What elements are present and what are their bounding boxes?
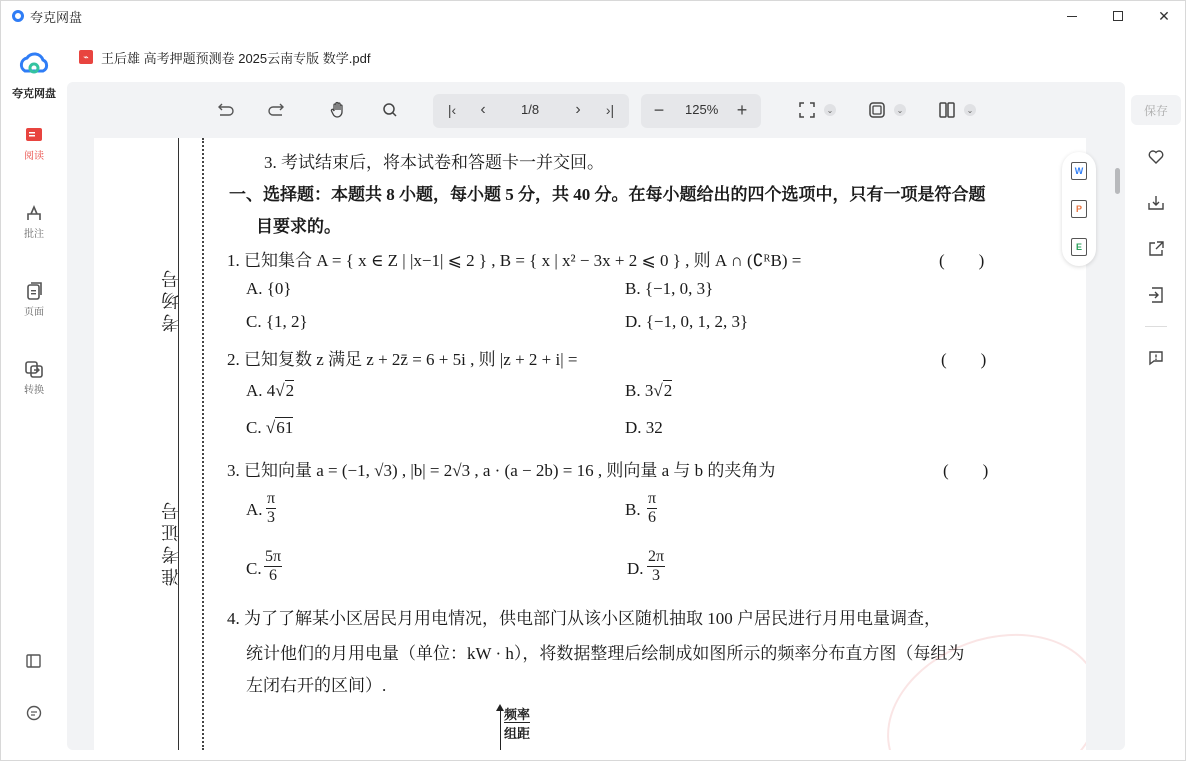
denominator: 3 [267,509,276,527]
book-icon [24,126,44,144]
undo-icon [216,103,234,117]
option-c-label: C. [246,559,262,578]
heart-icon[interactable] [1147,148,1165,166]
answer-bracket: ( ) [941,350,987,369]
chevron-down-icon[interactable]: ⌄ [964,104,976,116]
question-2-stem: 2. 已知复数 z 满足 z + 2z̄ = 6 + 5i , 则 |z + 2 + i| = [227,350,578,369]
option-b-fraction [647,490,657,528]
answer-bracket: ( ) [939,251,985,270]
zoom-out-button[interactable] [648,99,670,121]
option-a-fraction [266,490,276,528]
axis-label-top: 频率 [504,707,531,722]
sidebar-item-label: 批注 [24,229,44,240]
chevron-right-icon: › [575,101,581,118]
option-d: D. {−1, 0, 1, 2, 3} [625,312,749,331]
numerator: π [266,490,276,509]
option-a-radicand: 2 [285,381,295,400]
option-a: A. 4√2 [246,381,295,400]
section-title-line2: 目要求的。 [256,217,341,236]
file-name: 王后雄 高考押题预测卷 2025云南专版 数学.pdf [101,50,371,66]
redo-icon [268,103,286,117]
zoom-in-button[interactable] [731,99,753,121]
sidebar-toggle-icon[interactable] [25,652,43,670]
option-a: A. {0} [246,279,292,298]
option-c: C. {1, 2} [246,312,308,331]
option-c: C. √61 [246,418,294,437]
first-page-button[interactable] [441,99,463,121]
sidebar-item-read[interactable] [1,126,67,162]
option-c-prefix: C. [246,418,266,437]
brand-text: 夸克网盘 [12,88,56,100]
sidebar-item-label: 阅读 [24,151,44,162]
share-icon[interactable] [1147,240,1165,258]
option-b-radicand: 2 [663,381,673,400]
zoom-level[interactable]: 125% [685,102,719,117]
sidebar-item-convert[interactable] [1,360,67,396]
title-bar [1,1,1186,31]
question-4-line1: 4. 为了了解某小区居民月用电情况，供电部门从该小区随机抽取 100 户居民进行月用电量调查， [227,609,941,628]
option-d-label: D. [627,559,644,578]
pdf-file-icon: ⌁ [79,50,93,64]
option-a-label: A. [246,500,263,519]
search-icon [382,102,398,118]
file-tab[interactable] [79,45,370,69]
chart-y-axis [500,708,501,750]
question-1-stem: 1. 已知集合 A = { x ∈ Z | |x−1| ⩽ 2 } , B = { x | x² − 3x + 2 ⩽ 0 } , 则 A ∩ (∁ᴿB) = [227,251,802,270]
sidebar-item-label: 转换 [24,385,44,396]
option-b-prefix: B. 3 [625,381,654,400]
close-icon: ✕ [1158,7,1170,24]
app-logo-icon [12,10,24,22]
maximize-button[interactable] [1095,1,1141,31]
option-d-fraction [647,548,665,586]
pdf-viewer [67,82,1125,750]
denominator: 3 [652,567,661,585]
option-d: D. 32 [625,418,663,437]
question-4-line2: 统计他们的月用电量（单位：kW · h），将数据整理后绘制成如图所示的频率分布直方图（每组为 [246,644,965,663]
option-b: B. {−1, 0, 3} [625,279,714,298]
window-title: 夸克网盘 [30,9,83,25]
annotate-icon [24,204,44,222]
to-word-icon[interactable] [1071,162,1087,180]
last-page-icon: ›| [605,102,615,118]
pages-icon [24,282,44,300]
brand[interactable] [9,49,59,101]
page-indicator[interactable]: 1/8 [521,102,540,117]
option-b-label: B. [625,500,641,519]
download-icon[interactable] [1147,194,1165,212]
instruction-3: 3. 考试结束后，将本试卷和答题卡一并交回。 [264,153,604,172]
export-icon[interactable] [1147,286,1165,304]
axis-label-bottom: 组距 [504,722,530,742]
page-layout-button[interactable] [936,99,958,121]
option-c-radicand: 61 [276,418,294,437]
word-letter: W [1074,166,1084,176]
exam-room-label: 考场号 [161,266,181,332]
dotted-cut-line [202,138,204,750]
sidebar-item-pages[interactable] [1,282,67,318]
viewer-toolbar [67,82,1125,138]
window-controls [1049,1,1186,31]
to-excel-icon[interactable] [1071,238,1087,256]
search-button[interactable] [379,99,401,121]
minimize-icon [1067,16,1077,17]
binding-line [178,138,179,750]
undo-button[interactable] [214,99,236,121]
maximize-icon [1113,11,1123,21]
hand-tool-button[interactable] [327,99,349,121]
minus-icon: − [653,99,665,120]
ticket-number-label: 准考证号 [161,498,181,586]
plus-icon: + [736,99,748,120]
prev-page-button[interactable] [472,99,494,121]
sidebar-item-annotate[interactable] [1,204,67,240]
save-button[interactable]: 保存 [1131,95,1181,125]
numerator: 5π [264,548,282,567]
left-sidebar [1,31,67,761]
dual-page-icon [938,101,956,119]
floating-convert-tools [1062,152,1096,266]
convert-icon [24,360,44,378]
question-3-stem: 3. 已知向量 a = (−1, √3) , |b| = 2√3 , a · (a − 2b) = 16 , 则向量 a 与 b 的夹角为 [227,461,776,480]
denominator: 6 [269,567,278,585]
option-b: B. 3√2 [625,381,673,400]
answer-bracket: ( ) [943,461,989,480]
denominator: 6 [648,509,657,527]
fullscreen-icon [868,101,886,119]
fit-page-button[interactable] [796,99,818,121]
feedback-icon[interactable] [1147,349,1165,367]
fit-screen-icon [798,101,816,119]
sidebar-item-label: 页面 [24,307,44,318]
numerator: π [647,490,657,509]
cloud-logo-icon [17,49,51,79]
redo-button[interactable] [266,99,288,121]
question-4-line3: 左闭右开的区间）. [246,676,387,695]
next-page-button[interactable] [567,99,589,121]
panel-divider [1145,326,1167,327]
chat-icon[interactable] [25,704,43,722]
option-a-prefix: A. 4 [246,381,276,400]
fullscreen-button[interactable] [866,99,888,121]
section-title-line1: 一、选择题：本题共 8 小题，每小题 5 分，共 40 分。在每小题给出的四个选项中，只有一项是符合题 [229,185,986,204]
close-button[interactable] [1141,1,1186,31]
pdf-page [94,138,1086,750]
ppt-letter: P [1075,204,1082,214]
excel-letter: E [1075,242,1082,252]
to-ppt-icon[interactable] [1071,200,1087,218]
minimize-button[interactable] [1049,1,1095,31]
option-c-fraction [264,548,282,586]
chevron-left-icon: ‹ [480,101,486,118]
numerator: 2π [647,548,665,567]
chevron-down-icon[interactable]: ⌄ [824,104,836,116]
hand-icon [329,101,347,119]
vertical-scrollbar[interactable] [1115,168,1120,194]
first-page-icon: |‹ [447,102,457,118]
last-page-button[interactable] [599,99,621,121]
chevron-down-icon[interactable]: ⌄ [894,104,906,116]
